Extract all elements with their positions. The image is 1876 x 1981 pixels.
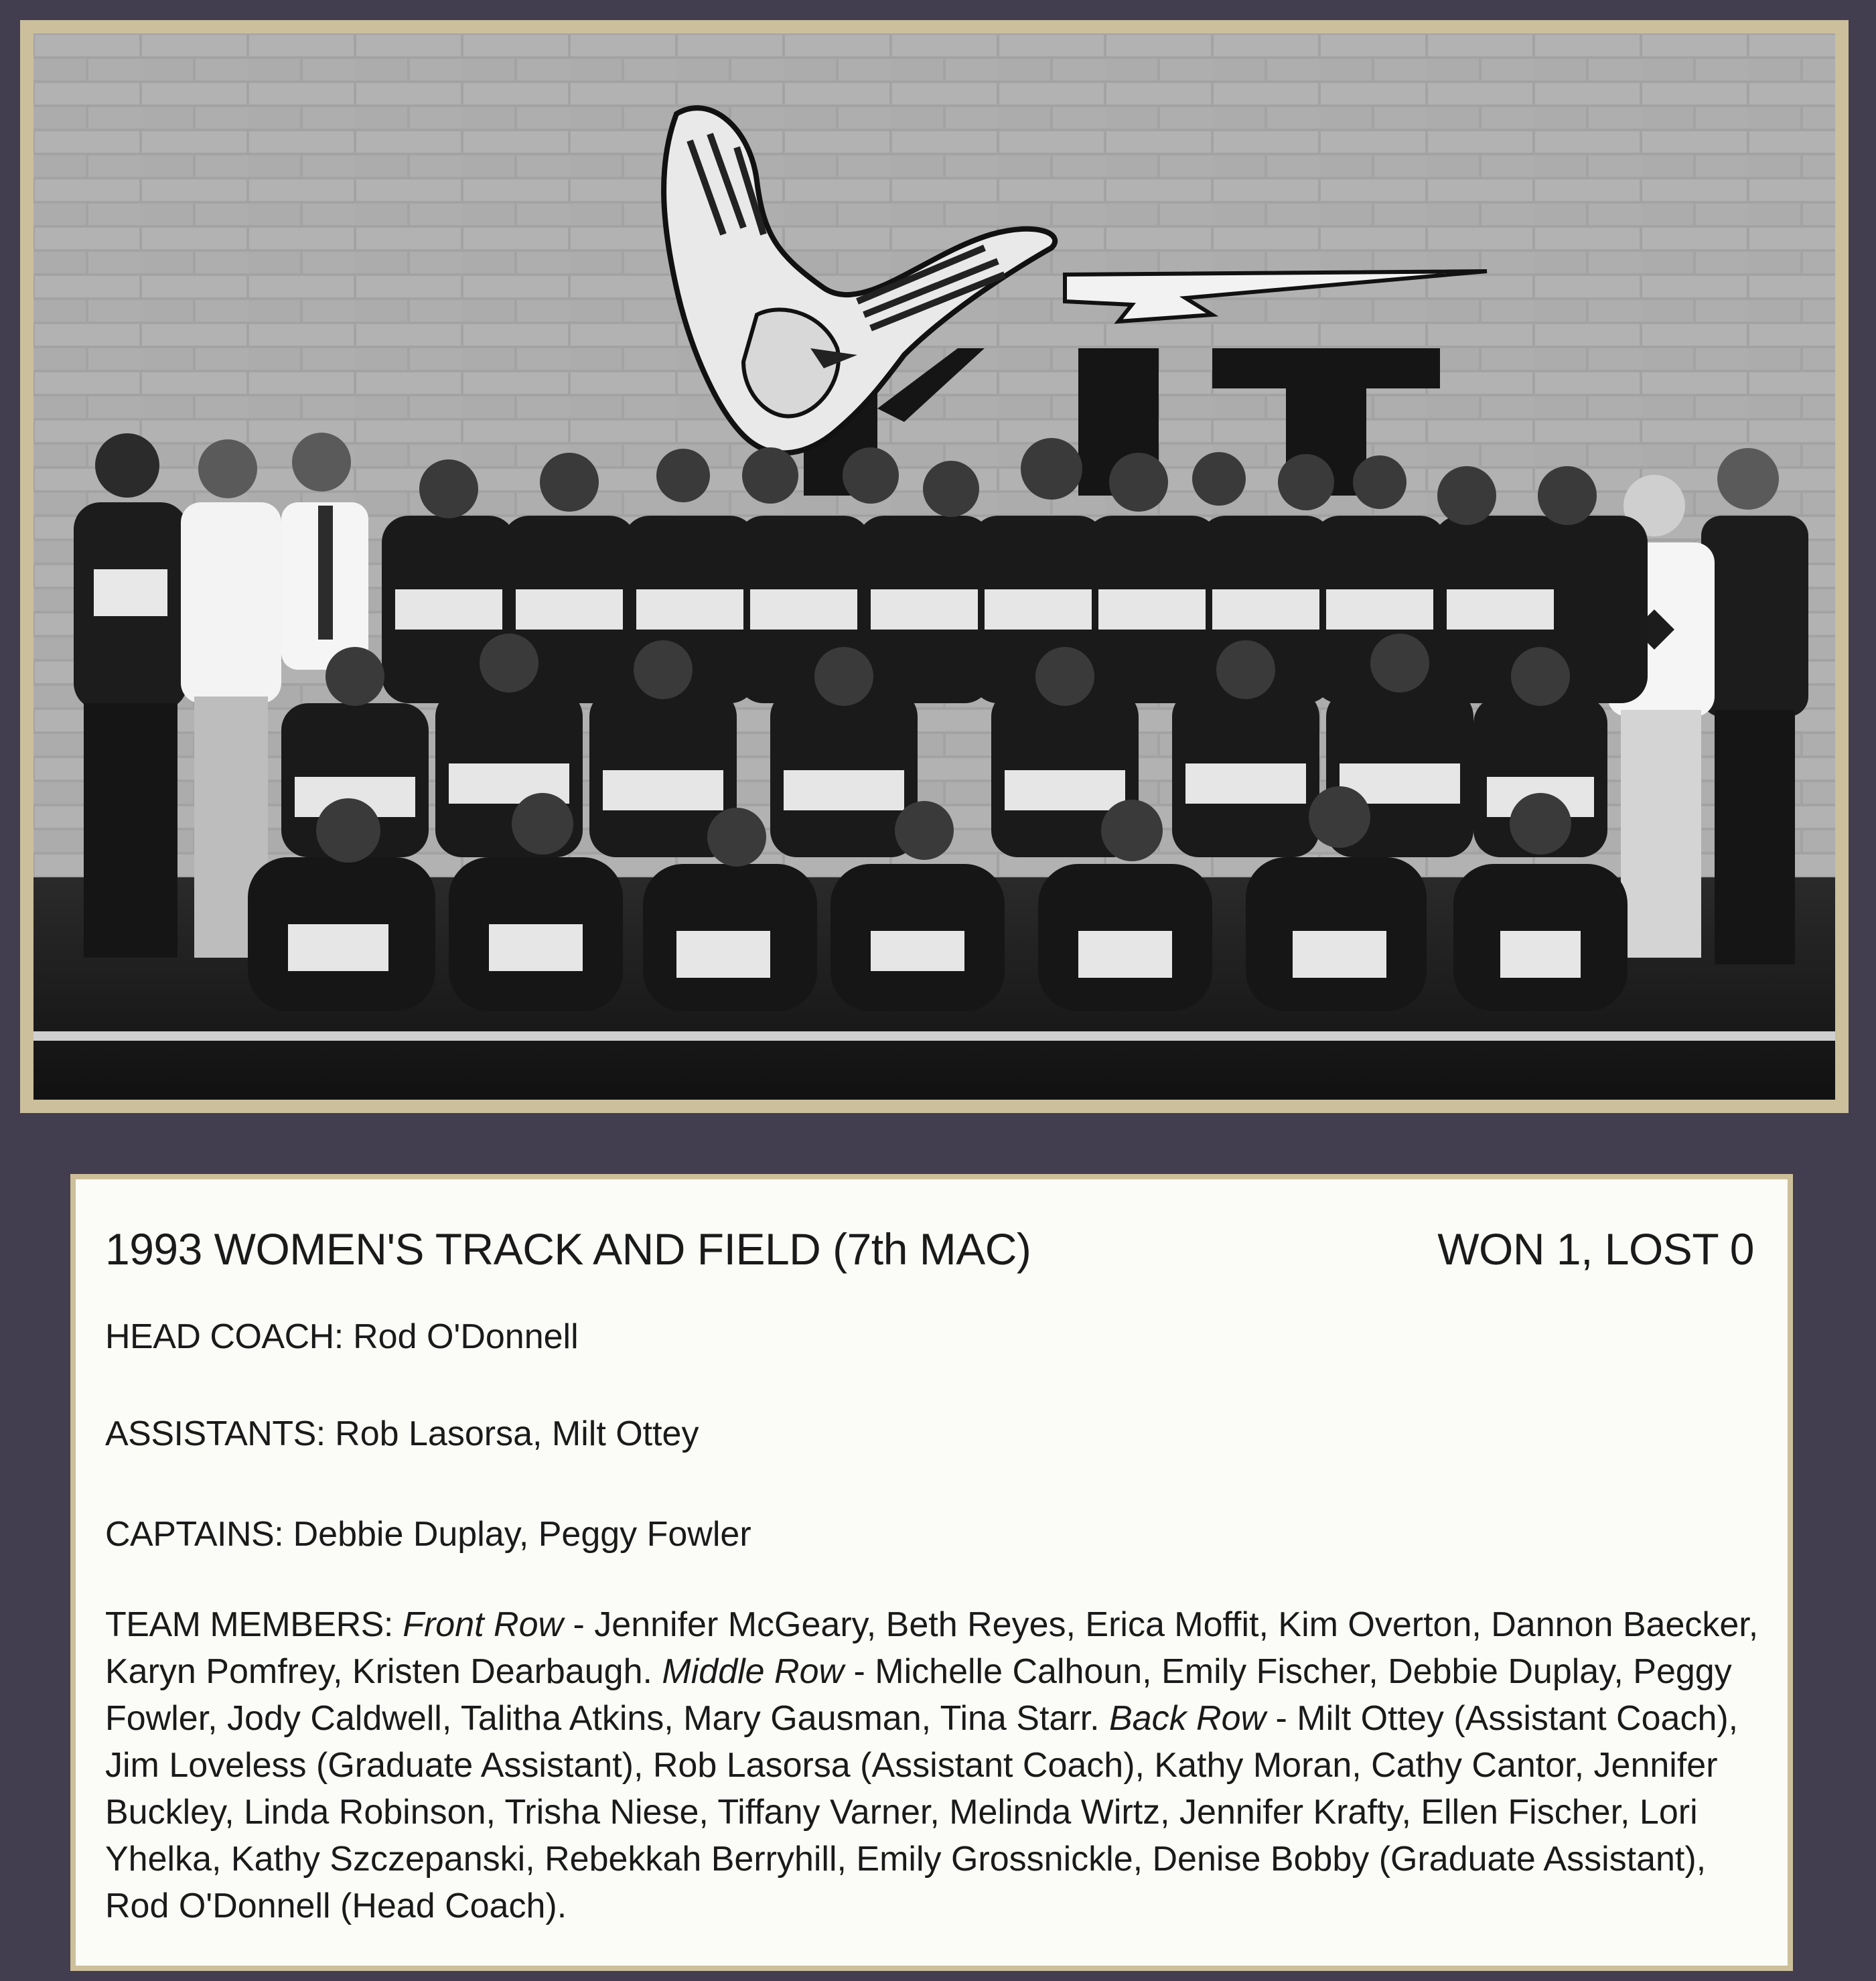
head-coach-label: HEAD COACH: [105,1317,344,1356]
front-row-names: Jennifer McGeary, Beth Reyes, Erica Moffit, Kim Overton, Dannon Baecker, Karyn Pomfrey, Kristen Dearbaugh. [105,1605,1759,1691]
person [74,433,188,958]
team-members-label: TEAM MEMBERS: [105,1605,393,1644]
assistants-line [105,1414,699,1454]
captains-value: Debbie Duplay, Peggy Fowler [293,1515,751,1554]
back-row-label: Back Row [1109,1699,1267,1738]
assistants-label: ASSISTANTS: [105,1414,326,1453]
person [1701,448,1808,964]
assistants-value: Rob Lasorsa, Milt Ottey [335,1414,699,1453]
captains-label: CAPTAINS: [105,1515,284,1554]
season-record: WON 1, LOST 0 [1437,1224,1754,1274]
team-title: 1993 WOMEN'S TRACK AND FIELD (7th MAC) [105,1224,1031,1274]
middle-row-names: Michelle Calhoun, Emily Fischer, Debbie Duplay, Peggy Fowler, Jody Caldwell, Talitha Atkins, Mary Gausman, Tina Starr. [105,1652,1732,1738]
team-members-paragraph: TEAM MEMBERS: Front Row - Jennifer McGeary, Beth Reyes, Erica Moffit, Kim Overton, Dannon Baecker, Karyn Pomfrey, Kristen Dearbaugh. Middle Row - Michelle Calhoun, Emily Fischer, Debbie Duplay, Peggy Fowler, Jody Caldwell, Talitha Atkins, Mary Gausman, Tina Starr. Back Row - Milt Ottey (Assistant Coach), Jim Loveless (Graduate Assistant), Rob Lasorsa (Assistant Coach), Kathy Moran, Cathy Cantor, Jennifer Buckley, Linda Robinson, Trisha Niese, Tiffany Varner, Melinda Wirtz, Jennifer Krafty, Ellen Fischer, Lori Yhelka, Kathy Szczepanski, Rebekkah Berryhill, Emily Grossnickle, Denise Bobby (Graduate Assistant), Rod O'Donnell (Head Coach). [105,1605,1759,1925]
head-coach-line [105,1317,579,1357]
middle-row-label: Middle Row [662,1652,845,1691]
caption-card [70,1174,1793,1971]
floor-line [33,1031,1835,1041]
team-photo [33,33,1835,1100]
captains-line [105,1514,751,1554]
head-coach-value: Rod O'Donnell [353,1317,579,1356]
caption-paper [76,1179,1788,1966]
team-photo-graphic [33,33,1835,1100]
front-row-label: Front Row [403,1605,564,1644]
back-row-names: Milt Ottey (Assistant Coach), Jim Loveless (Graduate Assistant), Rob Lasorsa (Assistant Coach), Kathy Moran, Cathy Cantor, Jennifer Buckley, Linda Robinson, Trisha Niese, Tiffany Varner, Melinda Wirtz, Jennifer Krafty, Ellen Fischer, Lori Yhelka, Kathy Szczepanski, Rebekkah Berryhill, Emily Grossnickle, Denise Bobby (Graduate Assistant), Rod O'Donnell (Head Coach). [105,1699,1739,1925]
caption-header [105,1224,1754,1274]
